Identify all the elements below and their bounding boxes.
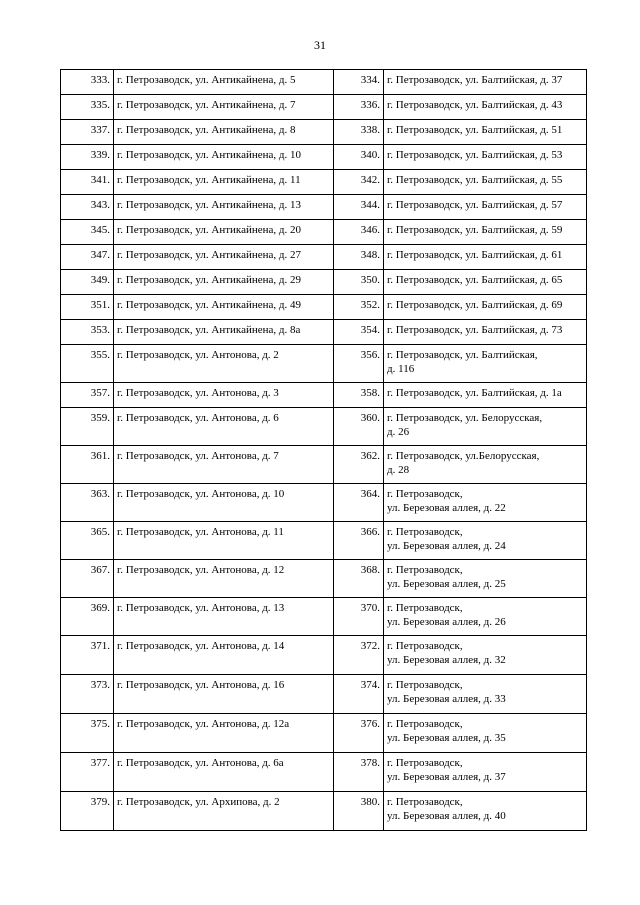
entry-address xyxy=(384,170,587,195)
address-line: г. Петрозаводск, ул. Балтийская, д. 53 xyxy=(387,149,563,161)
address-line: г. Петрозаводск, ул. Архипова, д. 2 xyxy=(117,796,280,808)
entry-address xyxy=(114,675,334,714)
entry-address xyxy=(384,675,587,714)
entry-number: 351. xyxy=(61,295,114,320)
entry-address xyxy=(384,270,587,295)
entry-number: 346. xyxy=(334,220,384,245)
entry-address xyxy=(384,598,587,636)
address-line: ул. Березовая аллея, д. 32 xyxy=(387,654,506,666)
entry-address xyxy=(384,446,587,484)
entry-address xyxy=(384,522,587,560)
page-number: 31 xyxy=(314,38,326,52)
entry-number: 347. xyxy=(61,245,114,270)
entry-address xyxy=(114,598,334,636)
address-line: г. Петрозаводск, ул. Антонова, д. 6 xyxy=(117,412,279,424)
address-line: г. Петрозаводск, ул. Балтийская, д. 37 xyxy=(387,74,563,86)
table-row xyxy=(61,295,587,320)
table-row xyxy=(61,170,587,195)
entry-address xyxy=(114,270,334,295)
address-line: г. Петрозаводск, ул. Антикайнена, д. 27 xyxy=(117,249,302,261)
table-row xyxy=(61,95,587,120)
address-line: г. Петрозаводск, ул. Белорусская, xyxy=(387,412,543,424)
table-row xyxy=(61,320,587,345)
entry-number: 362. xyxy=(334,446,384,484)
address-line: г. Петрозаводск, ул. Балтийская, д. 1а xyxy=(387,387,562,399)
table-row xyxy=(61,383,587,408)
address-line: г. Петрозаводск, ул. Антикайнена, д. 10 xyxy=(117,149,302,161)
address-line: г. Петрозаводск, ул. Антонова, д. 11 xyxy=(117,526,284,538)
entry-number: 367. xyxy=(61,560,114,598)
table-row xyxy=(61,408,587,446)
table-row xyxy=(61,270,587,295)
address-line: г. Петрозаводск, ул. Антонова, д. 16 xyxy=(117,679,285,691)
address-line: ул. Березовая аллея, д. 26 xyxy=(387,616,506,628)
table-row xyxy=(61,753,587,792)
entry-address xyxy=(384,95,587,120)
address-table-body xyxy=(61,70,587,831)
address-line: г. Петрозаводск, ул.Белорусская, xyxy=(387,450,540,462)
entry-number: 369. xyxy=(61,598,114,636)
address-line: г. Петрозаводск, xyxy=(387,679,463,691)
address-line: г. Петрозаводск, xyxy=(387,757,463,769)
entry-address xyxy=(114,120,334,145)
entry-number: 361. xyxy=(61,446,114,484)
address-line: г. Петрозаводск, ул. Антонова, д. 12а xyxy=(117,718,290,730)
entry-address xyxy=(384,560,587,598)
address-line: г. Петрозаводск, ул. Антонова, д. 10 xyxy=(117,488,285,500)
address-line: г. Петрозаводск, xyxy=(387,640,463,652)
entry-number: 337. xyxy=(61,120,114,145)
entry-address xyxy=(384,70,587,95)
entry-number: 368. xyxy=(334,560,384,598)
address-line: д. 28 xyxy=(387,464,410,476)
entry-number: 359. xyxy=(61,408,114,446)
entry-address xyxy=(114,70,334,95)
entry-address xyxy=(114,195,334,220)
entry-address xyxy=(384,145,587,170)
entry-number: 374. xyxy=(334,675,384,714)
entry-address xyxy=(114,408,334,446)
table-row xyxy=(61,714,587,753)
entry-address xyxy=(114,345,334,383)
entry-address xyxy=(114,383,334,408)
entry-number: 356. xyxy=(334,345,384,383)
entry-address xyxy=(114,170,334,195)
entry-address xyxy=(384,753,587,792)
entry-number: 334. xyxy=(334,70,384,95)
entry-number: 335. xyxy=(61,95,114,120)
entry-number: 338. xyxy=(334,120,384,145)
table-row xyxy=(61,145,587,170)
entry-address xyxy=(384,484,587,522)
address-line: г. Петрозаводск, ул. Балтийская, д. 55 xyxy=(387,174,563,186)
entry-address xyxy=(384,320,587,345)
entry-number: 355. xyxy=(61,345,114,383)
address-line: г. Петрозаводск, ул. Антикайнена, д. 5 xyxy=(117,74,296,86)
address-line: г. Петрозаводск, ул. Антикайнена, д. 20 xyxy=(117,224,302,236)
address-line: г. Петрозаводск, ул. Антонова, д. 14 xyxy=(117,640,285,652)
entry-address xyxy=(384,245,587,270)
entry-number: 333. xyxy=(61,70,114,95)
entry-number: 373. xyxy=(61,675,114,714)
address-line: г. Петрозаводск, ул. Балтийская, д. 43 xyxy=(387,99,563,111)
entry-number: 375. xyxy=(61,714,114,753)
entry-address xyxy=(384,792,587,831)
entry-address xyxy=(114,636,334,675)
address-line: г. Петрозаводск, ул. Балтийская, д. 73 xyxy=(387,324,563,336)
entry-number: 370. xyxy=(334,598,384,636)
table-row xyxy=(61,245,587,270)
entry-number: 349. xyxy=(61,270,114,295)
entry-address xyxy=(114,145,334,170)
address-line: г. Петрозаводск, ул. Балтийская, д. 65 xyxy=(387,274,563,286)
entry-address xyxy=(384,714,587,753)
entry-number: 372. xyxy=(334,636,384,675)
entry-number: 380. xyxy=(334,792,384,831)
table-row xyxy=(61,446,587,484)
table-row xyxy=(61,195,587,220)
entry-address xyxy=(114,714,334,753)
address-line: г. Петрозаводск, ул. Антикайнена, д. 8а xyxy=(117,324,301,336)
address-line: г. Петрозаводск, xyxy=(387,564,463,576)
table-row xyxy=(61,522,587,560)
entry-address xyxy=(384,120,587,145)
entry-number: 364. xyxy=(334,484,384,522)
entry-number: 352. xyxy=(334,295,384,320)
address-line: ул. Березовая аллея, д. 40 xyxy=(387,810,506,822)
entry-address xyxy=(114,753,334,792)
table-row xyxy=(61,598,587,636)
address-line: г. Петрозаводск, xyxy=(387,526,463,538)
address-line: г. Петрозаводск, ул. Антикайнена, д. 8 xyxy=(117,124,296,136)
entry-address xyxy=(384,383,587,408)
entry-number: 358. xyxy=(334,383,384,408)
entry-number: 336. xyxy=(334,95,384,120)
address-line: г. Петрозаводск, ул. Балтийская, д. 59 xyxy=(387,224,563,236)
entry-address xyxy=(114,95,334,120)
entry-number: 371. xyxy=(61,636,114,675)
entry-address xyxy=(114,245,334,270)
entry-number: 340. xyxy=(334,145,384,170)
table-row xyxy=(61,675,587,714)
entry-number: 360. xyxy=(334,408,384,446)
entry-number: 341. xyxy=(61,170,114,195)
entry-number: 365. xyxy=(61,522,114,560)
address-line: г. Петрозаводск, ул. Антонова, д. 3 xyxy=(117,387,279,399)
table-row xyxy=(61,636,587,675)
address-line: г. Петрозаводск, xyxy=(387,718,463,730)
entry-address xyxy=(114,560,334,598)
entry-address xyxy=(384,220,587,245)
address-line: г. Петрозаводск, xyxy=(387,488,463,500)
address-line: г. Петрозаводск, ул. Антикайнена, д. 13 xyxy=(117,199,302,211)
entry-number: 378. xyxy=(334,753,384,792)
address-line: г. Петрозаводск, ул. Балтийская, д. 69 xyxy=(387,299,563,311)
address-line: г. Петрозаводск, ул. Антикайнена, д. 7 xyxy=(117,99,296,111)
address-line: ул. Березовая аллея, д. 25 xyxy=(387,578,506,590)
address-line: ул. Березовая аллея, д. 24 xyxy=(387,540,506,552)
address-line: д. 26 xyxy=(387,426,410,438)
entry-number: 377. xyxy=(61,753,114,792)
entry-address xyxy=(384,295,587,320)
entry-number: 354. xyxy=(334,320,384,345)
entry-address xyxy=(384,195,587,220)
address-line: ул. Березовая аллея, д. 33 xyxy=(387,693,506,705)
table-row xyxy=(61,560,587,598)
entry-address xyxy=(114,446,334,484)
entry-address xyxy=(384,345,587,383)
address-line: г. Петрозаводск, ул. Антикайнена, д. 11 xyxy=(117,174,301,186)
table-row xyxy=(61,120,587,145)
entry-number: 344. xyxy=(334,195,384,220)
address-line: ул. Березовая аллея, д. 22 xyxy=(387,502,506,514)
address-line: г. Петрозаводск, ул. Балтийская, xyxy=(387,349,538,361)
address-line: ул. Березовая аллея, д. 37 xyxy=(387,771,506,783)
address-line: г. Петрозаводск, ул. Балтийская, д. 51 xyxy=(387,124,563,136)
table-row xyxy=(61,345,587,383)
entry-number: 366. xyxy=(334,522,384,560)
entry-number: 357. xyxy=(61,383,114,408)
entry-address xyxy=(114,320,334,345)
entry-number: 339. xyxy=(61,145,114,170)
address-line: г. Петрозаводск, ул. Антонова, д. 2 xyxy=(117,349,279,361)
entry-number: 379. xyxy=(61,792,114,831)
address-line: г. Петрозаводск, ул. Антикайнена, д. 49 xyxy=(117,299,302,311)
entry-number: 350. xyxy=(334,270,384,295)
address-line: д. 116 xyxy=(387,363,415,375)
address-line: г. Петрозаводск, xyxy=(387,796,463,808)
entry-number: 342. xyxy=(334,170,384,195)
entry-address xyxy=(114,295,334,320)
address-line: г. Петрозаводск, ул. Антонова, д. 12 xyxy=(117,564,285,576)
entry-number: 348. xyxy=(334,245,384,270)
address-line: ул. Березовая аллея, д. 35 xyxy=(387,732,506,744)
address-line: г. Петрозаводск, ул. Антикайнена, д. 29 xyxy=(117,274,302,286)
table-row xyxy=(61,792,587,831)
entry-address xyxy=(384,636,587,675)
address-line: г. Петрозаводск, ул. Антонова, д. 13 xyxy=(117,602,285,614)
entry-address xyxy=(114,484,334,522)
entry-address xyxy=(114,522,334,560)
address-line: г. Петрозаводск, xyxy=(387,602,463,614)
entry-address xyxy=(114,220,334,245)
entry-number: 376. xyxy=(334,714,384,753)
address-line: г. Петрозаводск, ул. Балтийская, д. 61 xyxy=(387,249,563,261)
entry-number: 353. xyxy=(61,320,114,345)
table-row xyxy=(61,70,587,95)
address-table xyxy=(60,69,587,831)
entry-number: 345. xyxy=(61,220,114,245)
entry-address xyxy=(384,408,587,446)
table-row xyxy=(61,220,587,245)
entry-address xyxy=(114,792,334,831)
address-line: г. Петрозаводск, ул. Балтийская, д. 57 xyxy=(387,199,563,211)
address-line: г. Петрозаводск, ул. Антонова, д. 7 xyxy=(117,450,279,462)
entry-number: 363. xyxy=(61,484,114,522)
table-row xyxy=(61,484,587,522)
entry-number: 343. xyxy=(61,195,114,220)
address-line: г. Петрозаводск, ул. Антонова, д. 6а xyxy=(117,757,284,769)
